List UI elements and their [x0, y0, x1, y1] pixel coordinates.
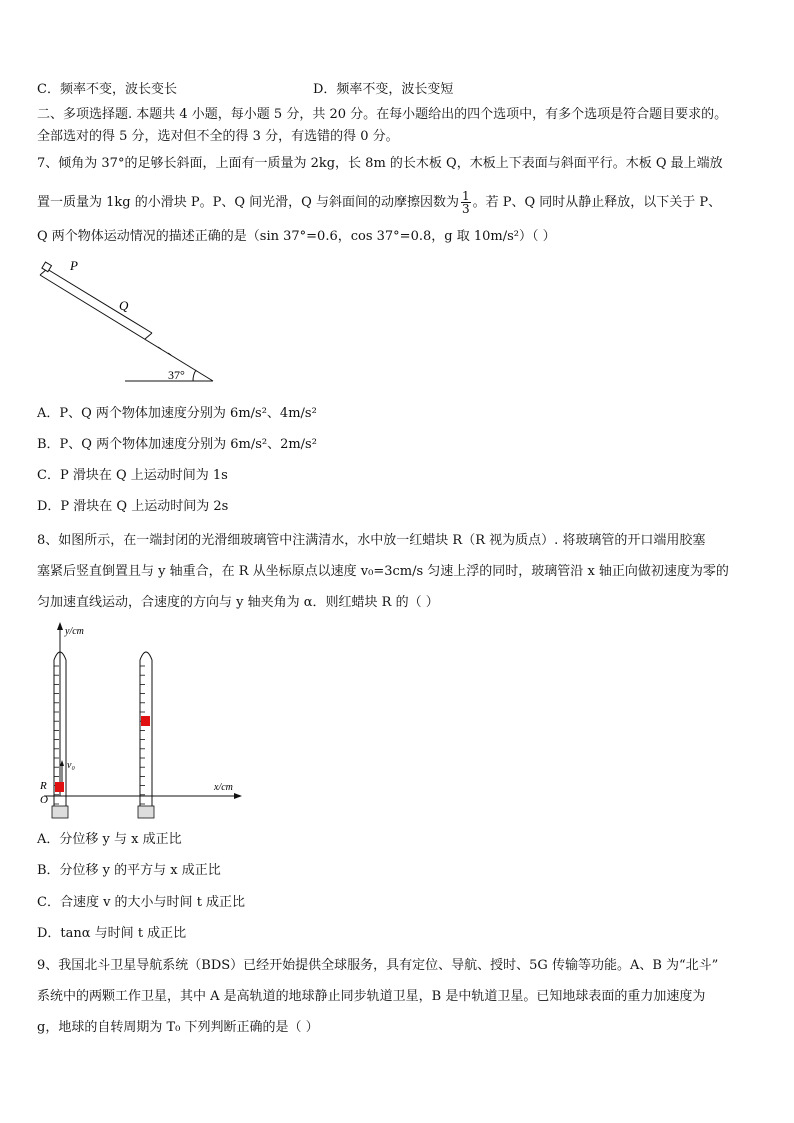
q7-option-a: A．P、Q 两个物体加速度分别为 6m/s²、4m/s² [37, 406, 317, 421]
q8-y-axis-label: y/cm [65, 626, 84, 637]
q8-option-c: C．合速度 v 的大小与时间 t 成正比 [37, 895, 246, 910]
wax-block-moved [141, 716, 150, 726]
q7-line2 [37, 190, 721, 215]
q8-line1: 8、如图所示，在一端封闭的光滑细玻璃管中注满清水，水中放一红蜡块 R（R 视为质点）. 将玻璃管的开口端用胶塞 [37, 533, 706, 548]
q7-option-c: C．P 滑块在 Q 上运动时间为 1s [37, 468, 228, 483]
section2-line2: 全部选对的得 5 分，选对但不全的得 3 分，有选错的得 0 分。 [37, 129, 399, 144]
q7-line1: 7、倾角为 37°的足够长斜面，上面有一质量为 2kg，长 8m 的长木板 Q，木板上下表面与斜面平行。木板 Q 最上端放 [37, 156, 723, 171]
q9-line2: 系统中的两颗工作卫星，其中 A 是高轨道的地球静止同步轨道卫星，B 是中轨道卫星。已知地球表面的重力加速度为 [37, 989, 706, 1004]
q6-option-d: D．频率不变，波长变短 [313, 82, 454, 97]
q6-option-c: C．频率不变，波长变长 [37, 82, 177, 97]
q7-option-b: B．P、Q 两个物体加速度分别为 6m/s²、2m/s² [37, 437, 317, 452]
q8-line2: 塞紧后竖直倒置且与 y 轴重合，在 R 从坐标原点以速度 v₀=3cm/s 匀速上浮的同时，玻璃管沿 x 轴正向做初速度为零的 [37, 564, 729, 579]
q7-frac-den: 3 [461, 202, 470, 216]
q7-fraction [461, 190, 471, 215]
q7-incline-figure [30, 258, 230, 388]
q8-option-b: B．分位移 y 的平方与 x 成正比 [37, 863, 221, 878]
q8-x-axis-label: x/cm [214, 782, 233, 793]
section2-line1: 二、多项选择题. 本题共 4 小题，每小题 5 分，共 20 分。在每小题给出的四个选项中，有多个选项是符合题目要求的。 [37, 107, 728, 122]
tube-right-ticks [140, 666, 145, 804]
q9-line3: g，地球的自转周期为 T₀ 下列判断正确的是（ ） [37, 1020, 319, 1035]
q8-label-o: O [40, 794, 48, 806]
wax-block-origin [55, 782, 64, 792]
q8-line3: 匀加速直线运动，合速度的方向与 y 轴夹角为 α．则红蜡块 R 的（ ） [37, 595, 439, 610]
q7-frac-num: 1 [461, 189, 470, 203]
q8-option-a: A．分位移 y 与 x 成正比 [37, 832, 182, 847]
q9-line1: 9、我国北斗卫星导航系统（BDS）已经开始提供全球服务，具有定位、导航、授时、5G 传输等功能。A、B 为“北斗” [37, 958, 719, 973]
q7-line3: Q 两个物体运动情况的描述正确的是（sin 37°=0.6，cos 37°=0.8，g 取 10m/s²）（ ） [37, 229, 556, 244]
q7-label-p: P [70, 258, 78, 273]
q8-label-r: R [40, 780, 47, 792]
q8-tube-figure [30, 620, 250, 820]
tube-right [138, 652, 154, 818]
q8-label-v0: v₀ [67, 760, 75, 771]
q7-option-d: D．P 滑块在 Q 上运动时间为 2s [37, 499, 229, 514]
q7-line2-a: 置一质量为 1kg 的小滑块 P。P、Q 间光滑，Q 与斜面间的动摩擦因数为 [37, 195, 459, 210]
q7-label-q: Q [119, 298, 129, 313]
q8-option-d: D．tanα 与时间 t 成正比 [37, 926, 187, 941]
q7-label-angle: 37° [168, 368, 185, 382]
q7-line2-b: 。若 P、Q 同时从静止释放，以下关于 P、 [472, 195, 722, 210]
